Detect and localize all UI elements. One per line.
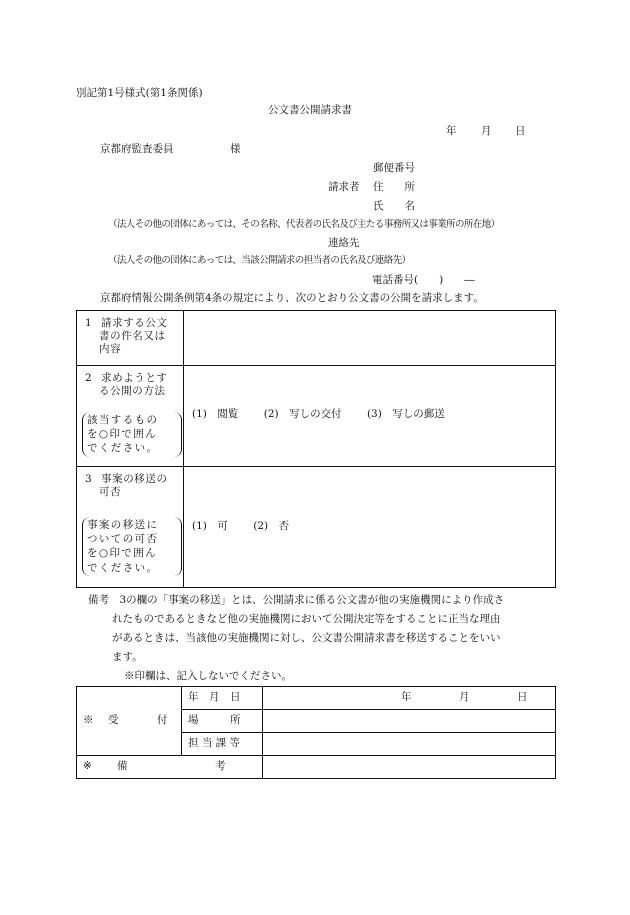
remarks-label-cell: [77, 756, 263, 779]
remarks-mark: ※: [83, 760, 92, 772]
remarks-label-2: 考: [215, 760, 226, 772]
table-row: [77, 366, 556, 467]
place-field[interactable]: [263, 710, 556, 733]
requester-label: 請求者: [328, 181, 360, 193]
transfer-permission-cell: [184, 467, 556, 588]
option-allow[interactable]: (1) 可: [192, 520, 228, 532]
item-number: 1: [85, 317, 93, 329]
department-label-cell: [182, 733, 263, 756]
disclosure-method-cell: [184, 366, 556, 467]
department-label: 担 当 課 等: [188, 737, 241, 750]
table-row: [77, 687, 556, 710]
contact-label: 連絡先: [328, 237, 360, 249]
item-2-bracket-note: [82, 412, 182, 457]
reception-date-month: 月: [459, 691, 470, 703]
intro-text: 京都府情報公開条例第4条の規定により、次のとおり公文書の公開を請求します。: [100, 292, 484, 304]
addressee-honorific: 様: [230, 143, 241, 155]
item-number: 3: [85, 473, 93, 485]
item-1-line1: 請求する公文: [101, 317, 168, 329]
contact-note: （法人その他の団体にあっては、当該公開請求の担当者の氏名及び連絡先）: [108, 255, 411, 266]
bracket-line: でください。: [87, 442, 159, 455]
item-1-line2: 書の件名又は: [99, 330, 166, 343]
reception-uke: ※ 受: [83, 714, 121, 726]
form-number: 別記第1号様式(第1条関係): [76, 87, 203, 99]
remarks-line3: があるときは、当該他の実施機関に対し、公文書公開請求書を移送することをいい: [112, 632, 501, 644]
bracket-line: 事案の移送に: [87, 519, 159, 531]
item-2-line2: る公開の方法: [99, 385, 166, 398]
item-number: 2: [85, 372, 93, 384]
reception-tsuke: 付: [157, 714, 168, 726]
bracket-line: 該当するもの: [87, 414, 159, 426]
subject-input-field[interactable]: [184, 311, 556, 366]
reception-label-cell: [77, 687, 182, 756]
reception-date-day: 日: [517, 691, 528, 703]
remarks-lead: 備考 3の欄の「事案の移送」とは、公開請求に係る公文書が他の実施機関により作成さ: [88, 594, 505, 606]
item-3-line1: 事案の移送の: [101, 473, 168, 485]
item-1-header: [77, 311, 184, 366]
place-label-cell: [182, 710, 263, 733]
department-field[interactable]: [263, 733, 556, 756]
table-row: [77, 311, 556, 366]
date-label: 年 月 日: [188, 691, 241, 704]
table-row: [77, 467, 556, 588]
bracket-line: を○印で囲ん: [87, 428, 158, 441]
option-deny[interactable]: (2) 否: [253, 520, 290, 532]
remarks-label-1: 備: [117, 760, 128, 772]
option-copy-mail[interactable]: (3) 写しの郵送: [366, 408, 445, 420]
request-table: [76, 310, 556, 588]
remarks-line2: れたものであるときなど他の実施機関において公開決定等をすることに正当な理由: [112, 613, 501, 625]
stamp-note: ※印欄は、記入しないでください。: [124, 670, 292, 682]
corporation-note: （法人その他の団体にあっては、その名称、代表者の氏名及び主たる事務所又は事業所の所在地）: [108, 219, 500, 230]
page-title: 公文書公開請求書: [268, 104, 352, 116]
name-label: 氏 名: [373, 200, 415, 212]
reception-date-field[interactable]: [263, 687, 556, 710]
item-3-bracket-note: [82, 517, 182, 576]
postal-code-label: 郵便番号: [373, 162, 415, 174]
date-year-label: 年: [446, 125, 457, 137]
date-day-label: 日: [515, 125, 526, 137]
reception-date-year: 年: [401, 691, 412, 703]
option-view[interactable]: (1) 閲覧: [192, 408, 239, 420]
item-2-line1: 求めようとす: [101, 372, 168, 384]
address-label: 住 所: [373, 181, 415, 193]
phone-label: 電話番号( ) ―: [372, 274, 475, 286]
date-label-cell: [182, 687, 263, 710]
remarks-field[interactable]: [263, 756, 556, 779]
table-row: [77, 756, 556, 779]
item-3-header: [77, 467, 184, 588]
item-2-header: [77, 366, 184, 467]
remarks-line4: ます。: [112, 651, 143, 663]
option-copy-delivery[interactable]: (2) 写しの交付: [263, 408, 342, 420]
addressee: 京都府監査委員: [100, 143, 174, 155]
reception-table: [76, 686, 556, 779]
date-month-label: 月: [481, 125, 492, 137]
item-3-line2: 可否: [99, 486, 122, 499]
bracket-line: でください。: [87, 561, 159, 574]
bracket-line: を○印で囲ん: [87, 547, 158, 560]
item-1-line3: 内容: [99, 343, 122, 356]
bracket-line: ついての可否: [87, 533, 159, 546]
place-label: 場 所: [188, 714, 241, 727]
